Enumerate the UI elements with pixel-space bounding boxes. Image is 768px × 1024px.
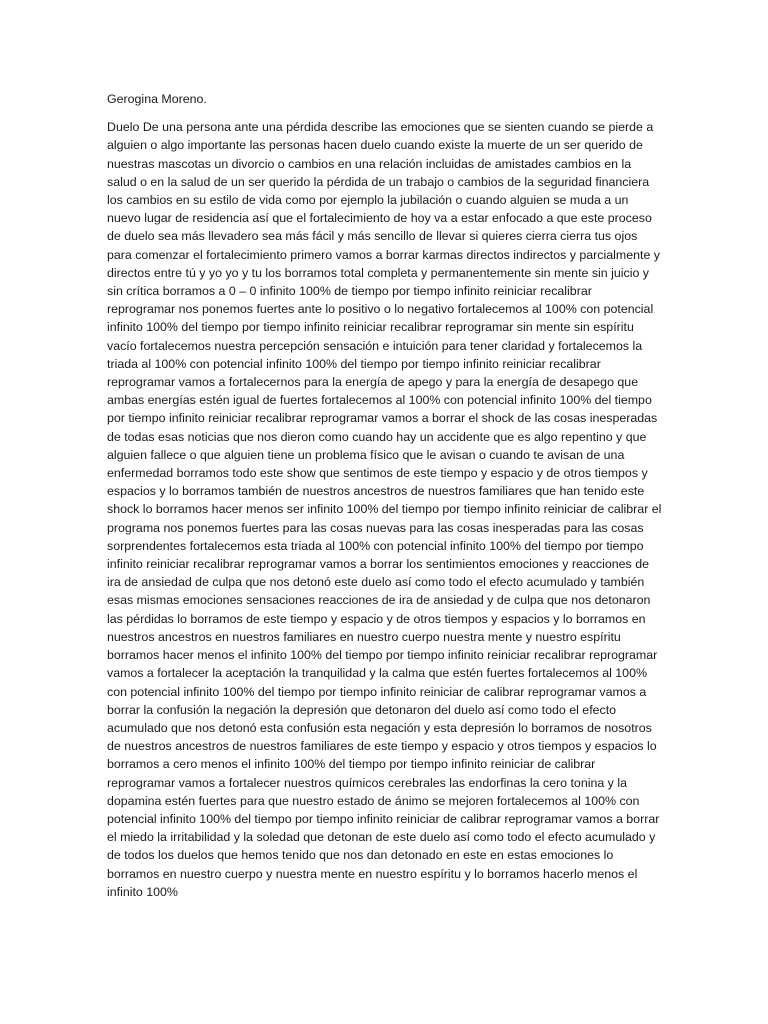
body-paragraph: Duelo De una persona ante una pérdida describe las emociones que se sienten cuando se pierde a alguien o algo importante las personas hacen duelo cuando existe la muerte de un ser querido de nuestras mascotas un divorcio o cambios en una relación incluidas de amistades cambios en la salud o en la salud de un ser querido la pérdida de un trabajo o cambios de la seguridad financiera los cambios en su estilo de vida como por ejemplo la jubilación o cuando alguien se muda a un nuevo lugar de residencia así que el fortalecimiento de hoy va a estar enfocado a que este proceso de duelo sea más llevadero sea más fácil y más sencillo de llevar si quieres cierra cierra tus ojos para comenzar el fortalecimiento primero vamos a borrar karmas directos indirectos y parcialmente y directos entre tú y yo yo y tu los borramos total completa y permanentemente sin mente sin juicio y sin crítica borramos a 0 – 0 infinito 100% de tiempo por tiempo infinito reiniciar recalibrar reprogramar nos ponemos fuertes ante lo positivo o lo negativo fortalecemos al 100% con potencial infinito 100% del tiempo por tiempo infinito reiniciar recalibrar reprogramar sin mente sin espíritu vacío fortalecemos nuestra percepción sensación e intuición para tener claridad y fortalecemos la triada al 100% con potencial infinito 100% del tiempo por tiempo infinito reiniciar recalibrar reprogramar vamos a fortalecernos para la energía de apego y para la energía de desapego que ambas energías estén igual de fuertes fortalecemos al 100% con potencial infinito 100% del tiempo por tiempo infinito reiniciar recalibrar reprogramar vamos a borrar el shock de las cosas inesperadas de todas esas noticias que nos dieron como cuando hay un accidente que es algo repentino y que alguien fallece o que alguien tiene un problema físico que le avisan o cuando te avisan de una enfermedad borramos todo este show que sentimos de este tiempo y espacio y de otros tiempos y espacios y lo borramos también de nuestros ancestros de nuestros familiares que han tenido este shock lo borramos hacer menos ser infinito 100% del tiempo por tiempo infinito reiniciar de calibrar el programa nos ponemos fuertes para las cosas nuevas para las cosas inesperadas para las cosas sorprendentes fortalecemos esta triada al 100% con potencial infinito 100% del tiempo por tiempo infinito reiniciar recalibrar reprogramar vamos a borrar los sentimientos emociones y reacciones de ira de ansiedad de culpa que nos detonó este duelo así como todo el efecto acumulado y también esas mismas emociones sensaciones reacciones de ira de ansiedad y de culpa que nos detonaron las pérdidas lo borramos de este tiempo y espacio y de otros tiempos y espacios y lo borramos en nuestros ancestros en nuestros familiares en nuestro cuerpo nuestra mente y nuestro espíritu borramos hacer menos el infinito 100% del tiempo por tiempo infinito reiniciar recalibrar reprogramar vamos a fortalecer la aceptación la tranquilidad y la calma que estén fuertes fortalecemos al 100% con potencial infinito 100% del tiempo por tiempo infinito reiniciar de calibrar reprogramar vamos a borrar la confusión la negación la depresión que detonaron del duelo así como todo el efecto acumulado que nos detonó esta confusión esta negación y esta depresión lo borramos de nosotros de nuestros ancestros de nuestros familiares de este tiempo y espacio y otros tiempos y espacios lo borramos a cero menos el infinito 100% del tiempo por tiempo infinito reiniciar de calibrar reprogramar vamos a fortalecer nuestros químicos cerebrales las endorfinas la cero tonina y la dopamina estén fuertes para que nuestro estado de ánimo se mejoren fortalecemos al 100% con potencial infinito 100% del tiempo por tiempo infinito reiniciar de calibrar reprogramar vamos a borrar el miedo la irritabilidad y la soledad que detonan de este duelo así como todo el efecto acumulado y de todos los duelos que hemos tenido que nos dan detonado en este en estas emociones lo borramos en nuestro cuerpo y nuestra mente en nuestro espíritu y lo borramos hacerlo menos el infinito 100%	[107, 120, 662, 899]
author-name: Gerogina Moreno.	[107, 92, 207, 106]
document-content	[107, 90, 663, 901]
